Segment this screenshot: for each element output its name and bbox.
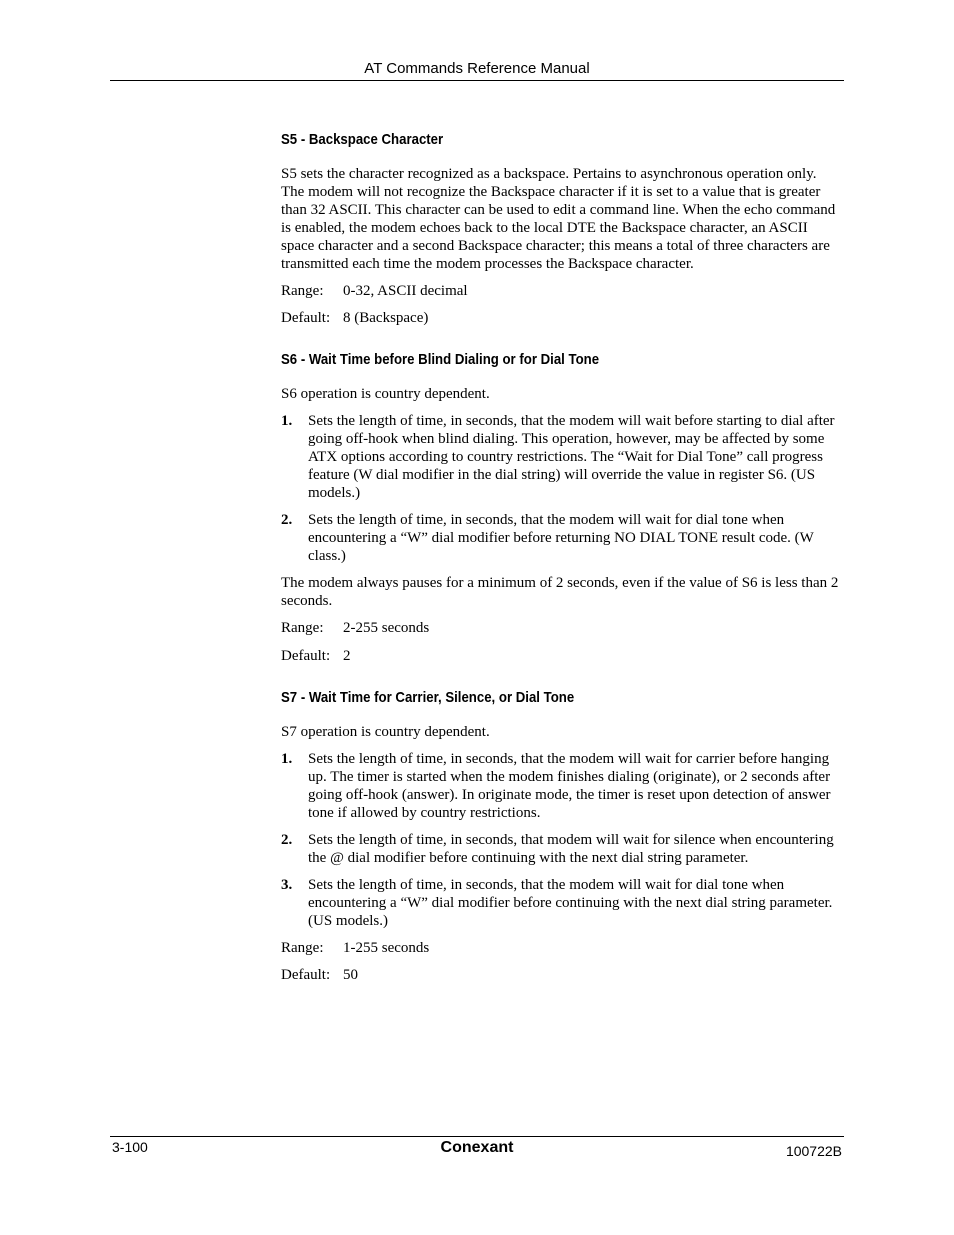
s5-range-label: Range: <box>281 283 324 299</box>
s7-item-3-number: 3. <box>281 877 293 893</box>
s7-item-2-text: Sets the length of time, in seconds, that modem will wait for silence when encountering the @ dial modifier before continuing with the next dial string parameter. <box>308 832 834 866</box>
s7-default-label: Default: <box>281 967 331 983</box>
s5-default-label: Default: <box>281 310 331 326</box>
s7-range-value: 1-255 seconds <box>343 940 430 956</box>
s5-body: S5 sets the character recognized as a backspace. Pertains to asynchronous operation only. The modem will not recognize the Backspace character if it is set to a value that is greater than 32 ASCII. This character can be used to edit a command line. When the echo command is enabled, the modem echoes back to the local DTE the Backspace character, an ASCII space character and a second Backspace character; this means a total of three characters are transmitted each time the modem processes the Backspace character. <box>281 166 836 272</box>
s6-item-1-number: 1. <box>281 413 293 429</box>
s6-item-2-text: Sets the length of time, in seconds, that the modem will wait for dial tone when encountering a “W” dial modifier before returning NO DIAL TONE result code. (W class.) <box>308 512 814 564</box>
s7-intro: S7 operation is country dependent. <box>281 724 490 740</box>
s6-item-1-text: Sets the length of time, in seconds, that the modem will wait before starting to dial after going off-hook when blind dialing. This operation, however, may be affected by some ATX options according to country restrictions. The “Wait for Dial Tone” call progress feature (W dial modifier in the dial string) will override the value in register S6. (US models.) <box>308 413 835 501</box>
section-heading-s6: S6 - Wait Time before Blind Dialing or for Dial Tone <box>281 351 600 368</box>
footer-doc-number: 100722B <box>785 1143 842 1159</box>
s6-range-value: 2-255 seconds <box>343 620 430 636</box>
s5-range-value: 0-32, ASCII decimal <box>343 283 468 299</box>
s7-default <box>281 966 843 984</box>
footer-page-number: 3-100 <box>112 1139 148 1155</box>
s7-item-2-number: 2. <box>281 832 293 848</box>
s6-default <box>281 647 843 665</box>
header-rule <box>110 80 844 81</box>
footer-company: Conexant <box>440 1139 514 1156</box>
s7-item-3-text: Sets the length of time, in seconds, that the modem will wait for dial tone when encountering a “W” dial modifier before continuing with the next dial string parameter. (US models.) <box>308 877 833 929</box>
s6-range-label: Range: <box>281 620 324 636</box>
s6-intro: S6 operation is country dependent. <box>281 386 490 402</box>
s6-list-item <box>281 511 843 565</box>
page-header-title: AT Commands Reference Manual <box>364 60 590 77</box>
s5-default <box>281 309 843 327</box>
section-heading-s7: S7 - Wait Time for Carrier, Silence, or Dial Tone <box>281 689 575 706</box>
s6-range <box>281 619 843 637</box>
s7-default-value: 50 <box>343 967 358 983</box>
s5-range <box>281 282 843 300</box>
s6-item-2-number: 2. <box>281 512 293 528</box>
page-content <box>281 130 843 984</box>
s7-list-item <box>281 750 843 822</box>
s7-list-item <box>281 876 843 930</box>
footer-rule <box>110 1136 844 1137</box>
section-heading-s5: S5 - Backspace Character <box>281 131 444 148</box>
s6-list-item <box>281 412 843 502</box>
s5-default-value: 8 (Backspace) <box>343 310 429 326</box>
s6-note: The modem always pauses for a minimum of 2 seconds, even if the value of S6 is less than 2 seconds. <box>281 575 839 609</box>
s6-default-value: 2 <box>343 648 351 664</box>
s7-item-1-text: Sets the length of time, in seconds, that the modem will wait for carrier before hanging up. The timer is started when the modem finishes dialing (originate), or 2 seconds after going off-hook (answer). In originate mode, the timer is reset upon detection of answer tone if allowed by country restrictions. <box>308 751 831 821</box>
s7-range <box>281 939 843 957</box>
s6-default-label: Default: <box>281 648 331 664</box>
s7-item-1-number: 1. <box>281 751 293 767</box>
s7-range-label: Range: <box>281 940 324 956</box>
s7-list-item <box>281 831 843 867</box>
